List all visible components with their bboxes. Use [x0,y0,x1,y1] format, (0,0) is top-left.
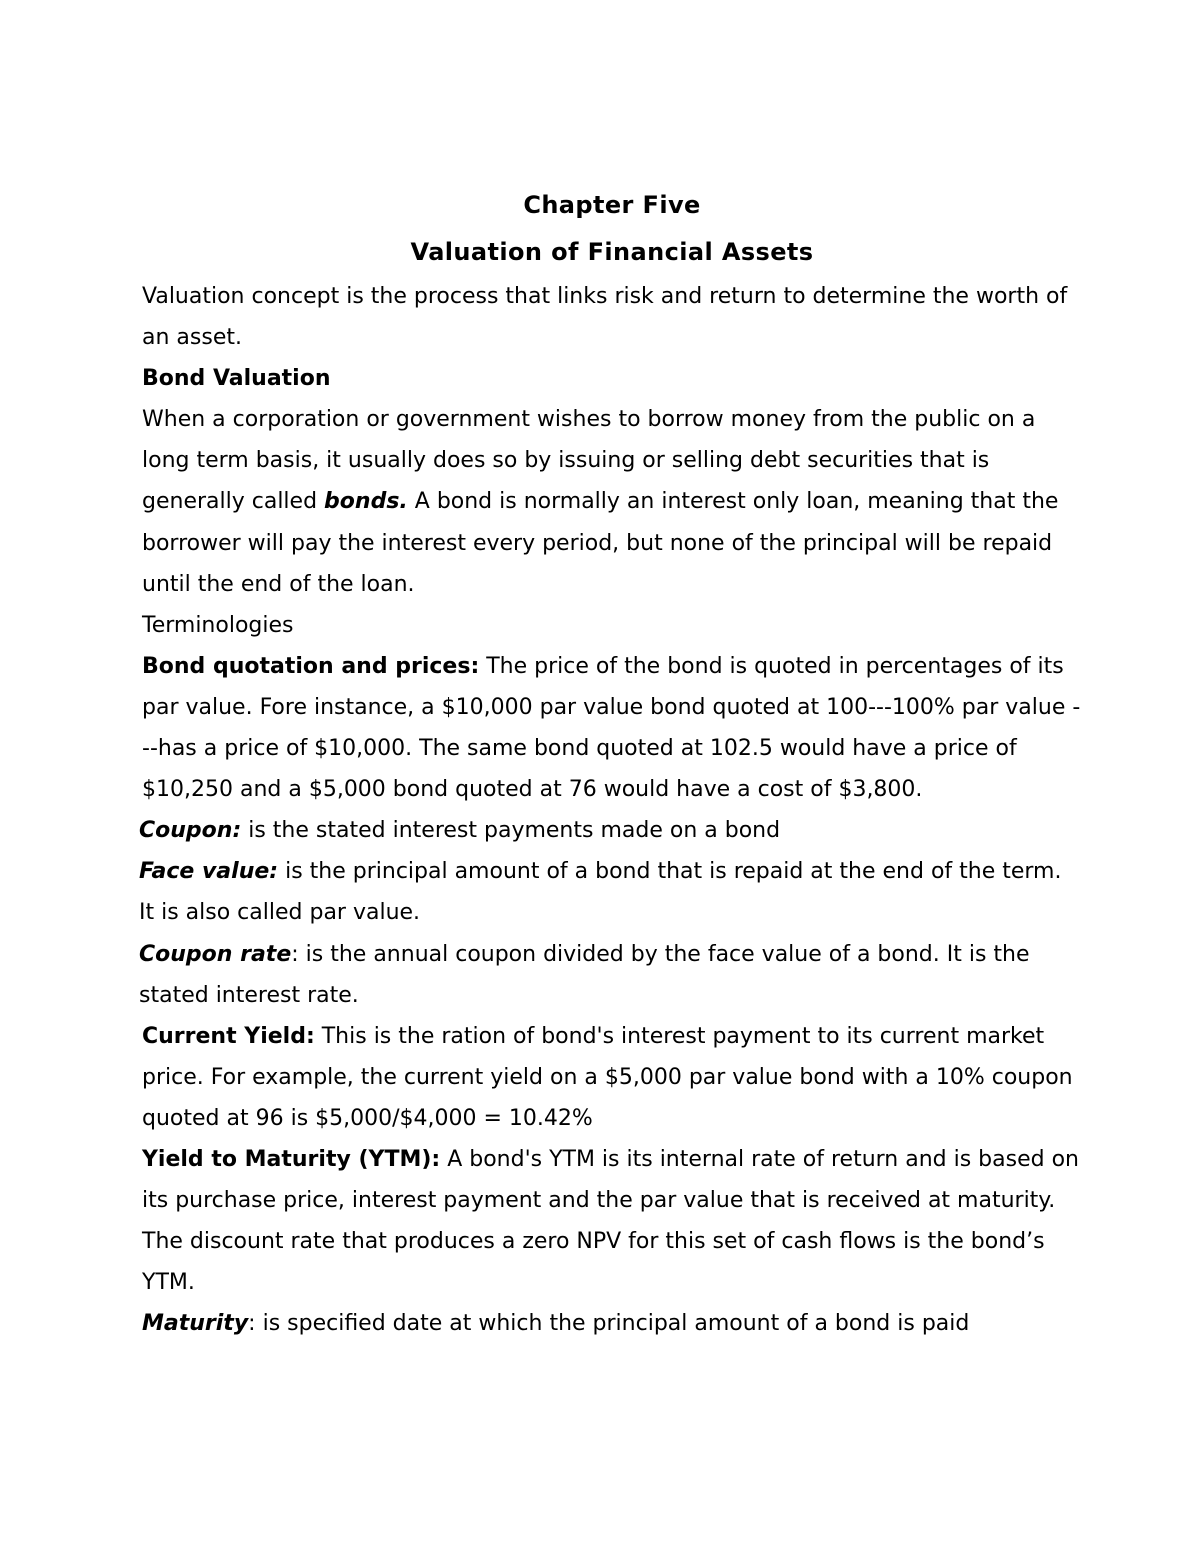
document-body [139,182,1082,1344]
term-current-yield [142,1016,1082,1139]
bond-paragraph-text-1: When a corporation or government wishes to borrow money from the public on a long term basis, it usually does so by issuing or selling debt securities that is generally called [142,407,1036,515]
term-label: Face value: [139,859,279,885]
term-face-value [139,851,1082,933]
bond-paragraph-text-2: A bond is normally an interest only loan, meaning that the borrower will pay the interest every period, but none of the principal will be repaid until the end of the loan. [142,489,1059,597]
bonds-emphasis: bonds. [324,489,408,515]
term-bond-quotation [142,646,1082,810]
term-yield-to-maturity [142,1139,1082,1303]
term-coupon [139,810,1082,851]
term-label: Coupon rate [139,941,292,967]
intro-paragraph: Valuation concept is the process that links risk and return to determine the worth of an asset. [142,284,1068,351]
term-label: Coupon: [139,818,242,844]
term-label: Yield to Maturity (YTM): [142,1146,441,1172]
term-definition: : is the annual coupon divided by the face value of a bond. It is the stated interest rate. [139,941,1030,1008]
bond-paragraph [142,399,1082,604]
term-definition: : is specified date at which the principal amount of a bond is paid [248,1311,970,1337]
chapter-title: Chapter Five [523,191,701,219]
term-coupon-rate [139,934,1082,1016]
chapter-subtitle: Valuation of Financial Assets [410,238,814,266]
terminologies-label: Terminologies [142,612,294,638]
term-definition: This is the ration of bond's interest payment to its current market price. For example, the current yield on a $5,000 par value bond with a 10% coupon quoted at 96 is $5,000/$4,000 = 10.42% [142,1023,1073,1131]
term-definition: is the principal amount of a bond that is repaid at the end of the term. It is also called par value. [139,859,1062,926]
term-definition: A bond's YTM is its internal rate of return and is based on its purchase price, interest payment and the par value that is received at maturity. The discount rate that produces a zero NPV for this set of cash flows is the bond’s YTM. [142,1146,1079,1296]
term-definition: is the stated interest payments made on a bond [241,818,781,844]
bond-valuation-heading-text: Bond Valuation [142,366,331,392]
term-definition: The price of the bond is quoted in percentages of its par value. Fore instance, a $10,000 par value bond quoted at 100---100% par value ---has a price of $10,000. The same bond quoted at 102.5 would have a price of $10,250 and a $5,000 bond quoted at 76 would have a cost of $3,800. [142,653,1081,803]
term-label: Maturity [142,1311,249,1337]
term-label: Bond quotation and prices: [142,653,480,679]
bond-valuation-heading [142,358,1082,399]
term-label: Current Yield: [142,1023,315,1049]
term-maturity [142,1303,1082,1344]
